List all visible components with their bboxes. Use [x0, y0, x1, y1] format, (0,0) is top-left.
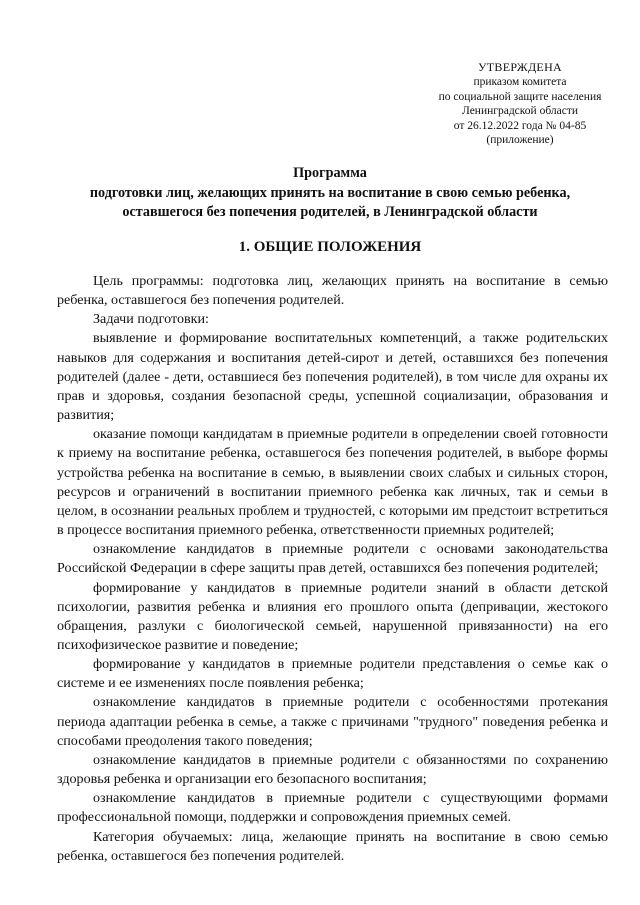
paragraph: ознакомление кандидатов в приемные родители с основами законодательства Российской Федерации в сфере защиты прав детей, оставшихся без попечения родителей; — [57, 541, 608, 577]
document-title — [20, 164, 640, 223]
approval-stamp-title: УТВЕРЖДЕНА — [477, 60, 562, 74]
paragraph: формирование у кандидатов в приемные родители представления о семье как о системе и ее изменениях после появления ребенка; — [57, 656, 608, 692]
paragraph: Задачи подготовки: — [93, 311, 209, 328]
approval-block — [420, 60, 620, 147]
title-line: подготовки лиц, желающих принять на воспитание в свою семью ребенка, — [89, 184, 571, 201]
title-line: оставшегося без попечения родителей, в Ленинградской области — [122, 204, 538, 220]
paragraph: Цель программы: подготовка лиц, желающих принять на воспитание в семью ребенка, оставшегося без попечения родителей. — [57, 273, 608, 309]
paragraph: ознакомление кандидатов в приемные родители с особенностями протекания периода адаптации ребенка в семье, а также с причинами "трудного" поведения ребенка и способами преодоления такого поведения; — [57, 694, 608, 749]
approval-date-line: от 26.12.2022 года № 04-85 — [453, 119, 587, 132]
section-heading: 1. ОБЩИЕ ПОЛОЖЕНИЯ — [238, 239, 422, 255]
paragraph: ознакомление кандидатов в приемные родители с обязанностями по сохранению здоровья ребенка и организации его безопасного воспитания; — [57, 751, 608, 788]
approval-line: приказом комитета — [473, 76, 567, 89]
document-body — [57, 272, 608, 866]
paragraph: выявление и формирование воспитательных компетенций, а также родительских навыков для содержания и воспитания детей-сирот и детей, оставшихся без попечения родителей (далее - дети, оставшиеся без попечения родителей), в том числе для охраны их прав и здоровья, создания безопасной среды, успешной социализации, образования и развития; — [57, 330, 608, 424]
approval-line: по социальной защите населения — [438, 90, 602, 103]
paragraph: оказание помощи кандидатам в приемные родители в определении своей готовности к приему на воспитание ребенка, оставшегося без попечения родителей, в выборе формы устройства ребенка на воспитание в семью, в выявлении своих слабых и сильных сторон, ресурсов и ограничений в воспитании приемного ребенка как личных, так и семьи в целом, в осознании реальных проблем и трудностей, с которыми им предстоит встретиться в процессе воспитания приемного ребенка, ответственности приемных родителей; — [57, 426, 608, 539]
paragraph: ознакомление кандидатов в приемные родители с существующими формами профессиональной помощи, поддержки и сопровождения приемных семей. — [57, 790, 608, 826]
paragraph: формирование у кандидатов в приемные родители знаний в области детской психологии, развития ребенка и влияния его прошлого опыта (депривации, жестокого обращения, разлуки с биологической семьей, нарушенной привязанности) на его психофизическое развитие и поведение; — [57, 579, 608, 653]
paragraph: Категория обучаемых: лица, желающие принять на воспитание в свою семью ребенка, оставшегося без попечения родителей. — [57, 828, 608, 864]
approval-line: (приложение) — [486, 134, 554, 147]
title-line: Программа — [293, 165, 367, 181]
approval-line: Ленинградской области — [461, 105, 579, 118]
